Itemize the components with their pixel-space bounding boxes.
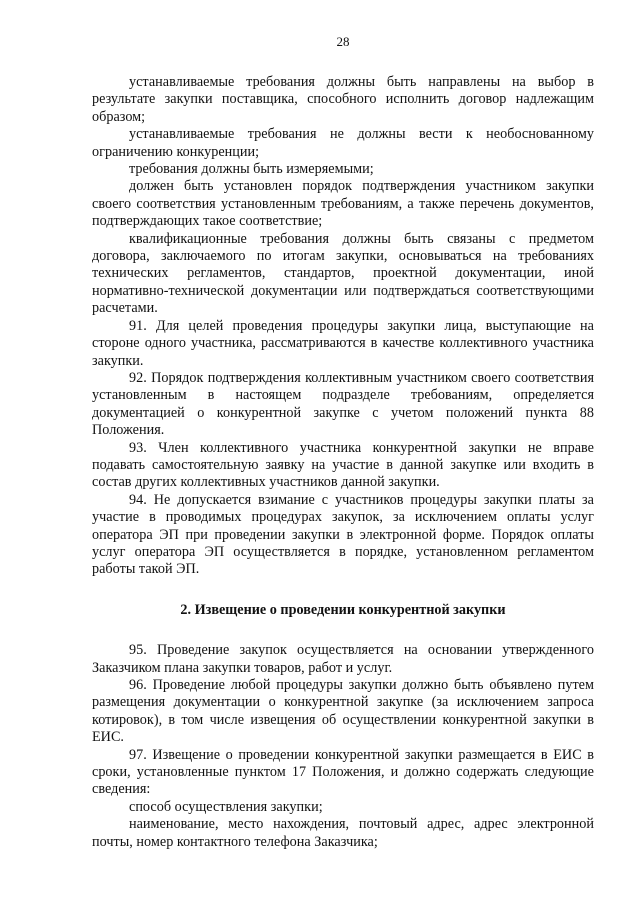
paragraph: наименование, место нахождения, почтовый адрес, адрес электронной почты, номер контактного телефона Заказчика; <box>92 816 594 850</box>
paragraph-93: 93. Член коллективного участника конкурентной закупки не вправе подавать самостоятельную заявку на участие в данной закупке или входить в состав других коллективных участников данной закупки. <box>92 439 594 491</box>
paragraph-97: 97. Извещение о проведении конкурентной закупки размещается в ЕИС в сроки, установленные пунктом 17 Положения, и должно содержать следующие сведения: <box>92 746 594 798</box>
paragraph: требования должны быть измеряемыми; <box>129 161 374 178</box>
paragraph: способ осуществления закупки; <box>129 798 323 815</box>
section-notice <box>92 642 594 851</box>
document-page <box>92 34 594 851</box>
paragraph: устанавливаемые требования не должны вести к необоснованному ограничению конкуренции; <box>92 126 594 160</box>
section-heading: 2. Извещение о проведении конкурентной закупки <box>180 601 506 618</box>
section-requirements <box>92 74 594 579</box>
paragraph-91: 91. Для целей проведения процедуры закупки лица, выступающие на стороне одного участника, рассматриваются в качестве коллективного участника закупки. <box>92 317 594 369</box>
page-number: 28 <box>336 34 350 49</box>
paragraph-95: 95. Проведение закупок осуществляется на основании утвержденного Заказчиком плана закупки товаров, работ и услуг. <box>92 642 594 676</box>
paragraph: квалификационные требования должны быть связаны с предметом договора, заключаемого по итогам закупки, основываться на требованиях технических регламентов, стандартов, проектной документации, иной нормативно-технической документации или подтверждаться соответствующими расчетами. <box>92 230 594 317</box>
paragraph-96: 96. Проведение любой процедуры закупки должно быть объявлено путем размещения документации о конкурентной закупке (за исключением запроса котировок), в том числе извещения об осуществлении конкурентной закупки в ЕИС. <box>92 677 594 746</box>
paragraph-94: 94. Не допускается взимание с участников процедуры закупки платы за участие в проводимых процедурах закупок, за исключением оплаты услуг оператора ЭП при проведении закупки в электронной форме. Порядок оплаты услуг оператора ЭП осуществляется в порядке, установленном регламентом работы такой ЭП. <box>92 491 594 578</box>
paragraph-92: 92. Порядок подтверждения коллективным участником своего соответствия установленным в настоящем подразделе требованиям, определяется документацией о конкурентной закупке с учетом положений пункта 88 Положения. <box>92 369 594 439</box>
paragraph: должен быть установлен порядок подтверждения участником закупки своего соответствия установленным требованиям, а также перечень документов, подтверждающих такое соответствие; <box>92 178 594 230</box>
paragraph: устанавливаемые требования должны быть направлены на выбор в результате закупки поставщика, способного исполнить договор надлежащим образом; <box>92 74 594 125</box>
